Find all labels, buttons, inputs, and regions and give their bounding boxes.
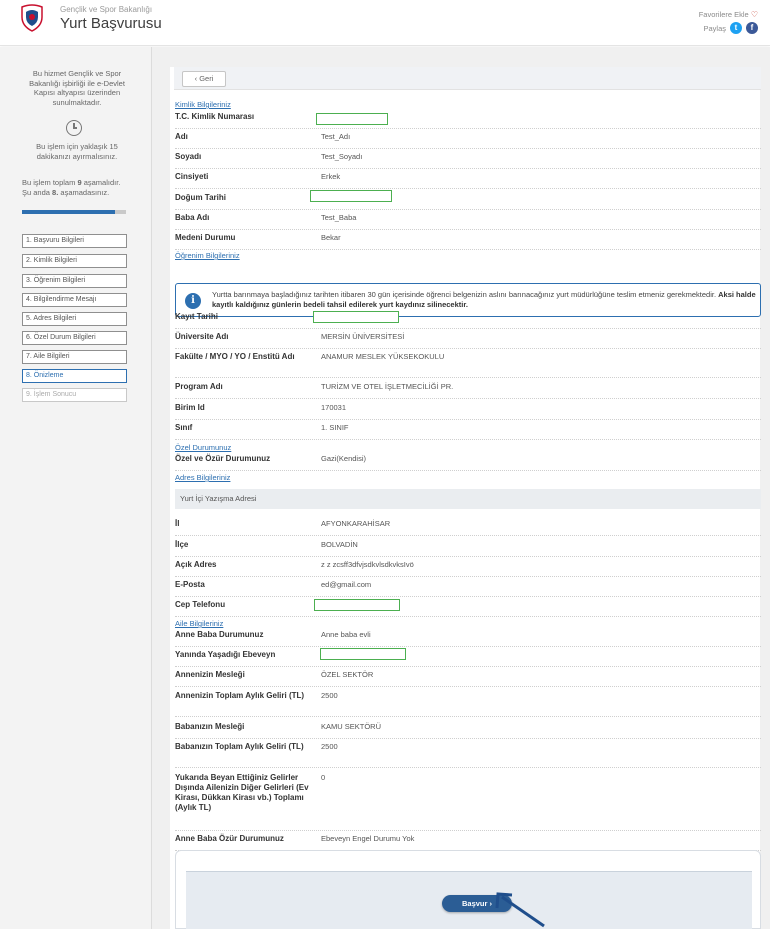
progress-fill (22, 210, 115, 214)
row-ozel (175, 454, 761, 471)
row-kayit (175, 312, 761, 329)
back-label: Geri (199, 74, 214, 83)
favorites-link[interactable] (699, 10, 758, 19)
steps-current-count: 8. (52, 187, 59, 197)
medeni-label: Medeni Durumu (175, 233, 236, 242)
adi-label: Adı (175, 132, 188, 141)
ozur-value: Ebeveyn Engel Durumu Yok (321, 834, 415, 843)
birim-value: 170031 (321, 403, 347, 412)
kayit-label: Kayıt Tarihi (175, 312, 218, 321)
redaction-box (313, 311, 399, 323)
row-medeni (175, 233, 761, 250)
fakulte-value: ANAMUR MESLEK YÜKSEKOKULU (321, 352, 445, 361)
redaction-box (310, 190, 392, 202)
program-value: TURİZM VE OTEL İŞLETMECİLİĞİ PR. (321, 382, 454, 391)
favorites-label: Favorilere Ekle (698, 10, 749, 19)
step-summary (22, 178, 132, 197)
anne-meslek-value: ÖZEL SEKTÖR (321, 670, 374, 679)
back-button[interactable]: ‹ Geri (182, 71, 226, 87)
uni-value: MERSİN ÜNİVERSİTESİ (321, 332, 405, 341)
adi-value: Test_Adı (321, 132, 351, 141)
submit-panel (186, 871, 752, 929)
sidebar (0, 47, 152, 929)
cep-label: Cep Telefonu (175, 600, 226, 609)
twitter-icon[interactable]: t (730, 22, 742, 34)
ozel-label: Özel ve Özür Durumunuz (175, 454, 271, 463)
step-4[interactable]: 4. Bilgilendirme Mesajı (22, 293, 127, 307)
section-kimlik[interactable]: Kimlik Bilgileriniz (175, 100, 231, 109)
row-cinsiyet (175, 172, 761, 189)
steps-total-count: 9 (77, 178, 82, 187)
row-ozur (175, 834, 761, 851)
anne-meslek-label: Annenizin Mesleği (175, 670, 245, 679)
diger-gelir-label: Yukarıda Beyan Ettiğiniz Gelirler Dışında Ailenizin Diğer Gelirleri (Ev Kirası, Dükkan Kirası vb.) Toplamı (Aylık TL) (175, 773, 309, 812)
alert-message: Yurtta barınmaya başladığınız tarihten itibaren 30 gün içerisinde öğrenci belgenizin aslını barınacağınız yurt müdürlüğüne teslim etmeniz gerekmektedir. (212, 290, 717, 299)
row-tc (175, 112, 761, 129)
steps-total-suffix: aşamalıdır. (83, 178, 121, 187)
medeni-value: Bekar (321, 233, 341, 242)
alert-text (212, 290, 757, 310)
anne-gelir-label: Annenizin Toplam Aylık Geliri (TL) (175, 691, 305, 700)
yaninda-label: Yanında Yaşadığı Ebeveyn (175, 650, 276, 659)
soyadi-label: Soyadı (175, 152, 202, 161)
row-fakulte (175, 352, 761, 378)
heart-icon: ♡ (750, 10, 758, 19)
service-info: Bu hizmet Gençlik ve Spor Bakanlığı işbirliği ile e-Devlet Kapısı altyapısı üzerinden sunulmaktadır. (29, 69, 125, 107)
submit-label: Başvur (461, 899, 488, 908)
diger-gelir-value: 0 (321, 773, 326, 782)
row-acik-adres (175, 560, 761, 577)
row-soyadi (175, 152, 761, 169)
row-uni (175, 332, 761, 349)
uni-label: Üniversite Adı (175, 332, 229, 341)
back-bar (174, 67, 761, 90)
section-aile[interactable]: Aile Bilgileriniz (175, 619, 224, 628)
submit-area (175, 850, 761, 929)
cinsiyet-value: Erkek (321, 172, 341, 181)
ilce-label: İlçe (175, 540, 189, 549)
step-7[interactable]: 7. Aile Bilgileri (22, 350, 127, 364)
address-subheader: Yurt İçi Yazışma Adresi (175, 489, 761, 509)
birim-label: Birim Id (175, 403, 205, 412)
row-anne-baba-durum (175, 630, 761, 647)
step-8[interactable]: 8. Önizleme (22, 369, 127, 383)
ozel-value: Gazi(Kendisi) (321, 454, 367, 463)
step-2[interactable]: 2. Kimlik Bilgileri (22, 254, 127, 268)
page-title: Yurt Başvurusu (60, 15, 162, 32)
acik-adres-value: z z zcsff3dfvjsdkvlsdkvksIvö (321, 560, 414, 569)
steps-current-suffix: aşamadasınız. (60, 187, 110, 197)
ozur-label: Anne Baba Özür Durumunuz (175, 834, 284, 843)
baba-label: Baba Adı (175, 213, 210, 222)
row-il (175, 519, 761, 536)
steps-total-text: Bu işlem toplam (22, 178, 76, 187)
row-sinif (175, 423, 761, 440)
baba-value: Test_Baba (321, 213, 357, 222)
progress-bar (22, 210, 126, 214)
duration-info: Bu işlem için yaklaşık 15 dakikanızı ayırmalısınız. (36, 142, 118, 161)
tc-label: T.C. Kimlik Numarası (175, 112, 255, 121)
eposta-label: E-Posta (175, 580, 205, 589)
row-baba (175, 213, 761, 230)
row-program (175, 382, 761, 399)
cinsiyet-label: Cinsiyeti (175, 172, 209, 181)
section-adres[interactable]: Adres Bilgileriniz (175, 473, 231, 482)
row-ilce (175, 540, 761, 557)
program-label: Program Adı (175, 382, 223, 391)
share-area (703, 22, 758, 34)
facebook-icon[interactable]: f (746, 22, 758, 34)
il-value: AFYONKARAHİSAR (321, 519, 391, 528)
ministry-name: Gençlik ve Spor Bakanlığı (60, 5, 153, 14)
row-anne-meslek (175, 670, 761, 687)
submit-button[interactable]: Başvur › (442, 895, 512, 912)
row-birim (175, 403, 761, 420)
redaction-box (314, 599, 400, 611)
durum-label: Anne Baba Durumunuz (175, 630, 264, 639)
step-1[interactable]: 1. Başvuru Bilgileri (22, 234, 127, 248)
steps-current-text: Şu anda (22, 187, 50, 197)
sinif-label: Sınıf (175, 423, 193, 432)
baba-meslek-label: Babanızın Mesleği (175, 722, 245, 731)
baba-meslek-value: KAMU SEKTÖRÜ (321, 722, 382, 731)
row-cep (175, 600, 761, 617)
row-adi (175, 132, 761, 149)
row-eposta (175, 580, 761, 597)
step-5[interactable]: 5. Adres Bilgileri (22, 312, 127, 326)
anne-gelir-value: 2500 (321, 691, 338, 700)
app-header (0, 0, 770, 46)
info-icon: i (185, 293, 201, 309)
row-dogum (175, 193, 761, 210)
eposta-value: ed@gmail.com (321, 580, 372, 589)
row-yaninda (175, 650, 761, 667)
dogum-label: Doğum Tarihi (175, 193, 226, 202)
durum-value: Anne baba evli (321, 630, 371, 639)
fakulte-label: Fakülte / MYO / YO / Enstitü Adı (175, 352, 295, 361)
row-anne-gelir (175, 691, 761, 717)
il-label: İl (175, 519, 180, 528)
redaction-box (316, 113, 388, 125)
ilce-value: BOLVADİN (321, 540, 358, 549)
main-area (152, 47, 770, 929)
section-ogrenim[interactable]: Öğrenim Bilgileriniz (175, 251, 240, 260)
row-diger-gelir (175, 773, 761, 831)
clock-icon (66, 120, 82, 136)
share-label: Paylaş (703, 23, 726, 33)
preview-panel (170, 67, 760, 929)
baba-gelir-value: 2500 (321, 742, 338, 751)
baba-gelir-label: Babanızın Toplam Aylık Geliri (TL) (175, 742, 304, 751)
redaction-box (320, 648, 406, 660)
section-ozel[interactable]: Özel Durumunuz (175, 443, 232, 452)
alert-warning: Aksi halde kayıtlı kaldığınız günlerin bedeli tahsil edilerek yurt kaydınız silinecektir. (212, 290, 756, 309)
row-baba-meslek (175, 722, 761, 739)
row-baba-gelir (175, 742, 761, 768)
acik-adres-label: Açık Adres (175, 560, 217, 569)
step-9: 9. İşlem Sonucu (22, 388, 127, 402)
sinif-value: 1. SINIF (321, 423, 349, 432)
ministry-logo (19, 4, 45, 32)
pointer-arrow-icon (488, 888, 548, 928)
step-6[interactable]: 6. Özel Durum Bilgileri (22, 331, 127, 345)
step-3[interactable]: 3. Öğrenim Bilgileri (22, 274, 127, 288)
soyadi-value: Test_Soyadı (321, 152, 363, 161)
